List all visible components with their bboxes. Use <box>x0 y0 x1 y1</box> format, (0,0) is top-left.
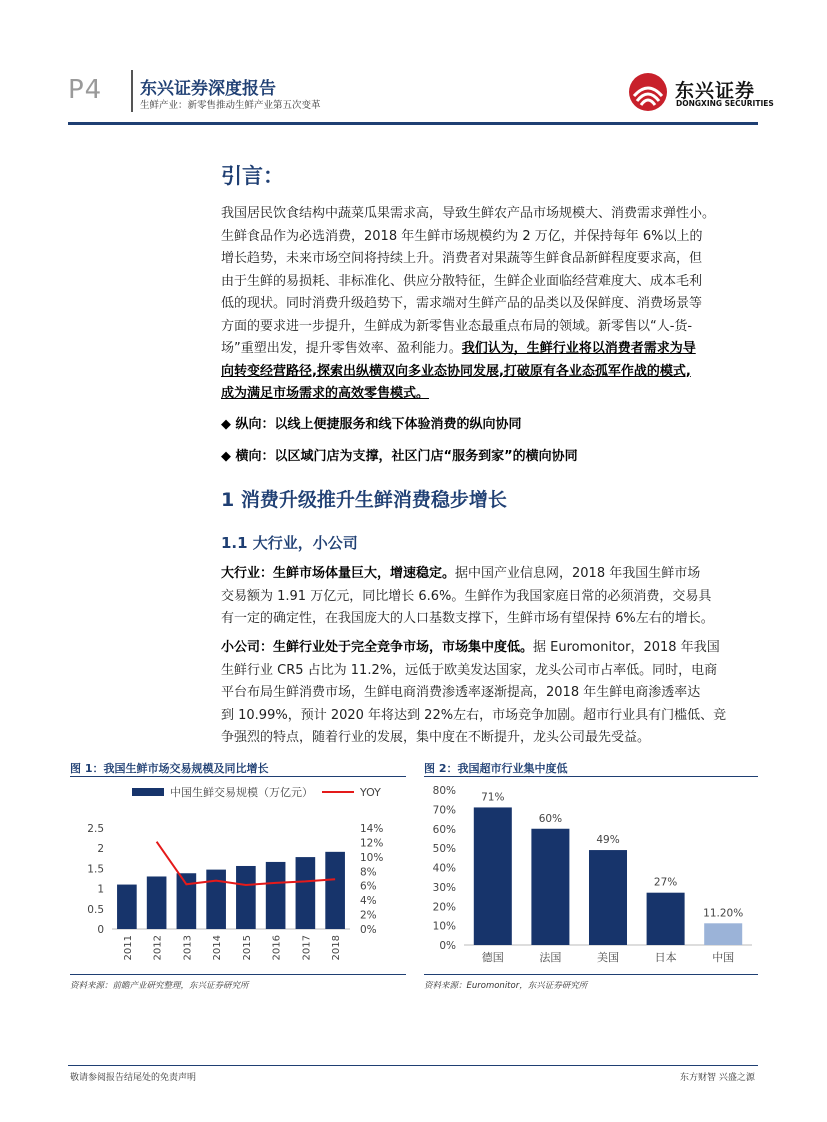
bar <box>266 862 286 929</box>
y-axis-tick-label: 2 <box>97 843 104 856</box>
intro-line: 由于生鲜的易损耗、非标准化、供应分散特征，生鲜企业面临经营难度大、成本毛利 <box>221 273 703 289</box>
x-axis-tick-label: 2013 <box>182 935 194 961</box>
intro-heading: 引言： <box>221 164 284 188</box>
y2-axis-tick-label: 12% <box>360 837 384 850</box>
bar <box>704 923 742 945</box>
y2-axis-tick-label: 10% <box>360 851 384 864</box>
intro-line-plain: 场”重塑出发，提升零售效率、盈利能力。 <box>221 341 462 356</box>
paragraph-text: 据中国产业信息网，2018 年我国生鲜市场 <box>455 566 701 581</box>
bar <box>206 870 226 929</box>
paragraph-line: 争强烈的特点，随着行业的发展，集中度在不断提升，龙头公司最先受益。 <box>221 730 651 745</box>
y-axis-tick-label: 2.5 <box>87 823 104 835</box>
bar <box>589 850 627 945</box>
y2-axis-tick-label: 4% <box>360 895 377 908</box>
bar <box>147 876 167 929</box>
data-label: 71% <box>481 791 505 804</box>
bar <box>236 866 256 929</box>
paragraph-line <box>221 563 758 586</box>
bar <box>325 852 345 929</box>
figure1-rule <box>70 776 406 777</box>
bullet-vertical: ◆ 纵向：以线上便捷服务和线下体验消费的纵向协同 <box>221 417 522 432</box>
y-axis-tick-label: 20% <box>432 901 456 914</box>
data-label: 49% <box>596 834 620 847</box>
data-label: 11.20% <box>703 907 744 920</box>
legend-line-label: YOY <box>360 786 381 799</box>
x-axis-tick-label: 2014 <box>212 935 224 961</box>
bar <box>647 893 685 945</box>
paragraph-text: 据 Euromonitor，2018 年我国 <box>533 640 720 655</box>
bullet-text: 横向：以区域门店为支撑，社区门店“服务到家”的横向协同 <box>235 449 578 464</box>
y-axis-tick-label: 1 <box>97 883 104 896</box>
subsection-heading: 1.1 大行业，小公司 <box>221 534 358 552</box>
paragraph-line: 生鲜行业 CR5 占比为 11.2%，远低于欧美发达国家，龙头公司市占率低。同时，电商 <box>221 662 718 678</box>
legend-bar-swatch <box>132 788 164 796</box>
section-heading: 1 消费升级推升生鲜消费稳步增长 <box>221 489 507 511</box>
data-label: 60% <box>538 812 563 825</box>
figure2-rule <box>424 776 758 777</box>
y-axis-tick-label: 60% <box>432 823 456 836</box>
x-axis-tick-label: 2016 <box>271 935 283 961</box>
logo-text: 东兴证券 <box>675 80 756 102</box>
figure2-source: 资料来源：Euromonitor，东兴证券研究所 <box>424 981 588 991</box>
header-rule <box>68 122 758 125</box>
figure1-source: 资料来源：前瞻产业研究整理，东兴证券研究所 <box>70 981 249 991</box>
intro-line: 增长趋势，未来市场空间将持续上升。消费者对果蔬等生鲜食品新鲜程度要求高，但 <box>221 251 703 266</box>
page-number: P4 <box>68 75 103 105</box>
paragraph-line: 交易额为 1.91 万亿元，同比增长 6.6%。生鲜作为我国家庭日常的必须消费，交易具 <box>221 588 712 604</box>
paragraph-lead: 大行业：生鲜市场体量巨大，增速稳定。 <box>221 566 456 581</box>
bar <box>177 873 197 929</box>
y-axis-tick-label: 0 <box>97 924 104 936</box>
figure2-title: 图 2：我国超市行业集中度低 <box>424 762 568 775</box>
paragraph-small-company <box>221 637 758 750</box>
intro-line: 方面的要求进一步提升，生鲜成为新零售业态最重点布局的领域。新零售以“人-货- <box>221 318 693 334</box>
y2-axis-tick-label: 6% <box>360 880 377 893</box>
figure2-bottom-rule <box>424 974 758 975</box>
intro-conclusion-line: 向转变经营路径,探索出纵横双向多业态协同发展,打破原有各业态孤军作战的模式, <box>221 363 691 379</box>
x-axis-tick-label: 中国 <box>712 951 735 964</box>
logo-english: DONGXING SECURITIES <box>676 99 774 108</box>
bullet-horizontal: ◆ 横向：以区域门店为支撑，社区门店“服务到家”的横向协同 <box>221 449 578 464</box>
x-axis-tick-label: 2017 <box>301 935 313 961</box>
figure1-bottom-rule <box>70 974 406 975</box>
report-subtitle: 生鲜产业：新零售推动生鲜产业第五次变革 <box>140 100 321 111</box>
paragraph-lead: 小公司：生鲜行业处于完全竞争市场，市场集中度低。 <box>221 640 534 655</box>
x-axis-tick-label: 日本 <box>654 951 677 964</box>
y-axis-tick-label: 0% <box>439 940 456 952</box>
x-axis-tick-label: 美国 <box>597 951 619 964</box>
x-axis-tick-label: 2012 <box>152 935 164 961</box>
legend-bar-label: 中国生鲜交易规模（万亿元） <box>170 786 313 799</box>
footer-rule <box>68 1065 758 1066</box>
paragraph-line <box>221 637 758 660</box>
x-axis-tick-label: 法国 <box>539 951 562 964</box>
report-title: 东兴证券深度报告 <box>140 79 276 99</box>
paragraph-line: 平台布局生鲜消费市场，生鲜电商消费渗透率逐渐提高，2018 年生鲜电商渗透率达 <box>221 685 701 700</box>
y-axis-tick-label: 0.5 <box>87 903 104 916</box>
x-axis-tick-label: 2015 <box>241 935 253 961</box>
bullet-text: 纵向：以线上便捷服务和线下体验消费的纵向协同 <box>235 417 522 432</box>
intro-line: 我国居民饮食结构中蔬菜瓜果需求高，导致生鲜农产品市场规模大、消费需求弹性小。 <box>221 206 716 221</box>
bar <box>117 885 137 929</box>
footer-slogan: 东方财智 兴盛之源 <box>680 1073 755 1083</box>
y-axis-tick-label: 80% <box>432 785 456 797</box>
bar <box>296 857 316 929</box>
figure1-chart <box>70 780 406 970</box>
y2-axis-tick-label: 0% <box>360 924 377 936</box>
intro-conclusion-start: 我们认为，生鲜行业将以消费者需求为导 <box>461 341 696 356</box>
y-axis-tick-label: 50% <box>432 843 456 856</box>
y-axis-tick-label: 40% <box>432 862 456 875</box>
paragraph-big-industry <box>221 563 758 631</box>
intro-line: 生鲜食品作为必选消费，2018 年生鲜市场规模约为 2 万亿，并保持每年 6%以上的 <box>221 228 703 244</box>
y-axis-tick-label: 30% <box>432 881 456 894</box>
intro-line: 低的现状。同时消费升级趋势下，需求端对生鲜产品的品类以及保鲜度、消费场景等 <box>221 296 703 311</box>
y-axis-tick-label: 70% <box>432 804 456 817</box>
intro-line <box>221 338 758 361</box>
company-logo-icon <box>628 72 668 112</box>
x-axis-tick-label: 2018 <box>331 935 343 961</box>
x-axis-tick-label: 德国 <box>481 951 504 964</box>
intro-paragraph <box>221 203 758 406</box>
figure2-chart <box>424 780 758 970</box>
figure1-title: 图 1：我国生鲜市场交易规模及同比增长 <box>70 762 269 775</box>
y2-axis-tick-label: 2% <box>360 909 377 922</box>
data-label: 27% <box>653 876 678 889</box>
bar <box>474 807 512 945</box>
y2-axis-tick-label: 8% <box>360 866 377 879</box>
disclaimer-note: 敬请参阅报告结尾处的免责声明 <box>70 1073 197 1083</box>
header-divider <box>131 70 133 112</box>
y2-axis-tick-label: 14% <box>360 823 384 835</box>
y-axis-tick-label: 1.5 <box>87 863 104 876</box>
x-axis-tick-label: 2011 <box>122 935 134 961</box>
paragraph-line: 到 10.99%，预计 2020 年将达到 22%左右，市场竞争加剧。超市行业具有门槛低、竞 <box>221 707 727 723</box>
intro-conclusion-line: 成为满足市场需求的高效零售模式。 <box>221 386 430 401</box>
bar <box>531 829 569 945</box>
paragraph-line: 有一定的确定性，在我国庞大的人口基数支撑下，生鲜市场有望保持 6%左右的增长。 <box>221 611 714 626</box>
y-axis-tick-label: 10% <box>432 920 456 933</box>
